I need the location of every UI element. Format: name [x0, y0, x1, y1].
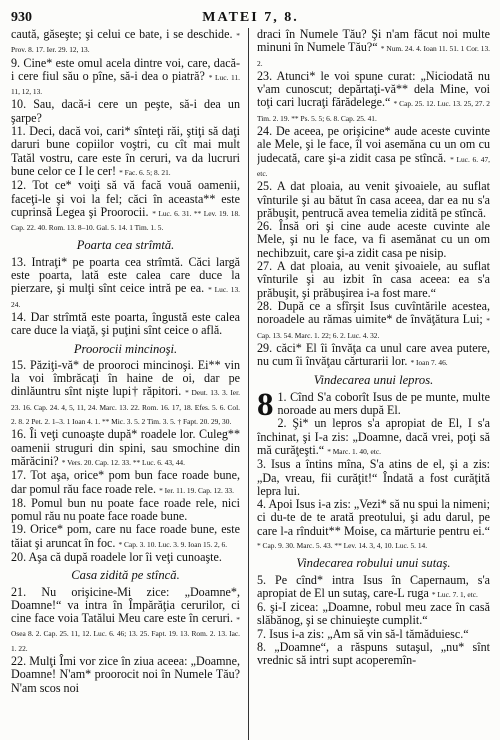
verse-text: 7. Isus i-a zis: „Am să vin să-l tămăduiesc.“	[257, 626, 469, 641]
verse	[257, 28, 490, 70]
verse-text: 26. Însă ori şi cine aude aceste cuvinte ale Mele, şi nu le face, va fi asemănat cu un om nechibzuit, care şi-a zidit casa pe nisip.	[257, 219, 490, 260]
verse-text: 23. Atunci* le voi spune curat: „Niciodată nu v'am cunoscut; depărtaţi-vă** dela Mine, voi toţi cari lucraţi fărădelege.“	[257, 68, 490, 110]
verse-text: 3. Isus a întins mîna, S'a atins de el, şi a zis: „Da, vreau, fii curăţit!“ Îndată a fost curăţită lepra lui.	[257, 457, 490, 498]
verse	[257, 458, 490, 498]
cross-reference: * Luc. 6. 31. ** Lev. 19. 18. Cap. 22. 40. Rom. 13. 8–10. Gal. 5. 14. 1 Tim. 1. 5.	[11, 208, 240, 233]
verse-text: 1. Cînd S'a coborît Isus de pe munte, multe noroade au mers după El.	[277, 389, 490, 418]
text-columns	[11, 28, 490, 740]
verse-text: 18. Pomul bun nu poate face roade rele, nici pomul rău nu poate face roade bune.	[11, 495, 240, 524]
cross-reference: * Luc. 7. 1, etc.	[431, 589, 478, 599]
section-heading: Proorocii mincinoşi.	[73, 341, 178, 356]
cross-reference: * Cap. 3. 10. Luc. 3. 9. Ioan 15. 2, 6.	[118, 539, 228, 549]
verse-text: 8. „Doamne“, a răspuns sutaşul, „nu* sînt vrednic să intri supt acoperemîn-	[257, 640, 490, 668]
cross-reference: * Vers. 20. Cap. 12. 33. ** Luc. 6. 43, 44.	[61, 457, 185, 467]
verse-text: 19. Orice* pom, care nu face roade bune, este tăiat şi aruncat în foc.	[11, 522, 240, 550]
cross-reference: * Ier. 11. 19. Cap. 12. 33.	[159, 485, 234, 495]
right-column	[257, 28, 490, 740]
left-column	[11, 28, 240, 740]
verse	[11, 98, 240, 125]
cross-reference: * Luc. 6. 47, etc.	[257, 154, 490, 178]
verse	[11, 57, 240, 99]
cross-reference: * Luc. 13. 24.	[11, 285, 240, 309]
column-divider	[248, 28, 249, 740]
verse-text: 13. Intraţi* pe poarta cea strîmtă. Căci largă este poarta, lată este calea care duce la pierzare, şi mulţi sînt ceice intră pe ea.	[11, 254, 240, 296]
verse-text: caută, găseşte; şi celui ce bate, i se deschide.	[11, 28, 233, 41]
verse	[11, 523, 240, 551]
cross-reference: * Fac. 6. 5; 8. 21.	[119, 167, 171, 177]
verse	[11, 655, 240, 695]
verse	[11, 586, 240, 655]
section-heading: Vindecarea robului unui sutaş.	[296, 556, 451, 571]
cross-reference: * Marc. 1. 40, etc.	[327, 446, 381, 456]
verse-text: 29. căci* El îi învăţa ca unul care avea putere, nu cum îi învăţau cărturarii lor.	[257, 340, 490, 369]
verse	[11, 179, 240, 234]
verse	[11, 469, 240, 497]
verse-text: 12. Tot ce* voiţi să vă facă vouă oamenii, faceţi-le şi voi la fel; căci în aceasta** este cuprinsă Legea şi Proorocii.	[11, 178, 240, 219]
section-heading: Vindecarea unui lepros.	[313, 373, 434, 388]
verse	[257, 300, 490, 342]
verse-text: 20. Aşa că după roadele lor îi veţi cunoaşte.	[11, 549, 222, 564]
cross-reference: * Cap. 25. 12. Luc. 13. 25, 27. 2 Tim. 2. 19. ** Ps. 5. 5; 6. 8. Cap. 25. 41.	[257, 99, 490, 123]
verse-text: 11. Deci, dacă voi, cari* sînteţi răi, ştiţi să daţi daruri bune copiilor voştri, cu cît mai mult Tatăl vostru, care este în ceruri, va da lucruri bune celor ce I le cer!	[11, 124, 240, 178]
verse-text: 16. Îi veţi cunoaşte după* roadele lor. Culeg** oamenii struguri din spini, sau smochine din mărăcini?	[11, 427, 240, 468]
verse	[257, 220, 490, 260]
verse-text: 15. Păziţi-vă* de prooroci mincinoşi. Ei** vin la voi îmbrăcaţi în haine de oi, dar pe dinlăuntru sînt nişte lupi† răpitori.	[11, 357, 240, 399]
section-heading: Poarta cea strîmtă.	[76, 238, 175, 253]
cross-reference: * Num. 24. 4. Ioan 11. 51. 1 Cor. 13. 2.	[257, 44, 490, 68]
cross-reference: * Deut. 13. 3. Ier. 23. 16. Cap. 24. 4, 5, 11, 24. Marc. 13. 22. Rom. 16. 17, 18. Efes. 5. 6. Col. 2. 8. 2 Pet. 2. 1–3. 1 Ioan 4. 1. ** Mic. 3. 5. 2 Tim. 3. 5. † Fapt. 20. 29, 30.	[11, 388, 240, 427]
verse	[257, 125, 490, 180]
verse-text: 28. După ce a sfîrşit Isus cuvîntările acestea, noroadele au rămas uimite* de învăţătura Lui;	[257, 298, 490, 327]
verse-text: 2. Şi* un lepros s'a apropiat de El, I s'a închinat, şi I-a zis: „Doamne, dacă vrei, poţi să mă curăţeşti.“	[257, 416, 490, 457]
verse	[257, 417, 490, 458]
running-title: MATEI 7, 8.	[202, 10, 299, 25]
verse-text: 5. Pe cînd* intra Isus în Capernaum, s'a apropiat de El un sutaş, care-L ruga	[257, 572, 490, 600]
verse	[11, 28, 240, 57]
verse-text: 9. Cine* este omul acela dintre voi, care, dacă-i cere fiul său o pîne, să-i dea o piatră?	[11, 55, 240, 83]
section-heading: Casa zidită pe stîncă.	[71, 568, 180, 583]
chapter-number: 8	[257, 386, 274, 423]
verse-text: draci în Numele Tău? Şi n'am făcut noi multe minuni în Numele Tău?“	[257, 28, 490, 55]
verse	[11, 256, 240, 311]
verse-text: 4. Apoi Isus i-a zis: „Vezi* să nu spui la nimeni; ci du-te de te arată preotului, şi adu darul, pe care l-a rînduit** Moise, ca mărturie pentru ei.“	[257, 497, 490, 538]
verse	[257, 180, 490, 220]
page-number: 930	[11, 10, 32, 25]
verse-text: 6. şi-I zicea: „Doamne, robul meu zace în casă slăbănog, şi se chinuieşte cumplit.“	[257, 600, 490, 628]
verse	[257, 641, 490, 668]
verse-text: 22. Mulţi Îmi vor zice în ziua aceea: „Doamne, Doamne! N'am* proorocit noi în Numele Tău? N'am scos noi	[11, 654, 240, 695]
page-header	[11, 10, 490, 30]
verse-text: 17. Tot aşa, orice* pom bun face roade bune, dar pomul rău face roade rele.	[11, 468, 240, 496]
cross-reference: * Cap. 9. 30. Marc. 5. 43. ** Lev. 14. 3, 4, 10. Luc. 5. 14.	[257, 540, 428, 550]
verse	[257, 342, 490, 370]
verse	[11, 428, 240, 469]
verse	[257, 70, 490, 125]
cross-reference: * Osea 8. 2. Cap. 25. 11, 12. Luc. 6. 46; 13. 25. Fapt. 19. 13. Rom. 2. 13. Iac. 1. 22.	[11, 615, 240, 653]
verse	[257, 574, 490, 602]
verse-text: 24. De aceea, pe orişicine* aude aceste cuvinte ale Mele, şi le face, îl voi asemăna cu un om cu judecată, care şi-a zidit casa pe stîncă.	[257, 124, 490, 165]
cross-reference: * Luc. 11. 11, 12, 13.	[11, 72, 240, 97]
cross-reference: * Cap. 13. 54. Marc. 1. 22; 6. 2. Luc. 4. 32.	[257, 316, 490, 340]
verse	[11, 551, 240, 564]
verse-text: 21. Nu orişicine-Mi zice: „Doamne*, Doamne!“ va intra în Împărăţia cerurilor, ci cine face voia Tatălui Meu care este în ceruri.	[11, 584, 240, 626]
verse	[11, 311, 240, 338]
chapter-start-verse	[257, 386, 490, 423]
cross-reference: * Ioan 7. 46.	[410, 358, 448, 368]
verse-text: 25. A dat ploaia, au venit şivoaiele, au suflat vînturile şi au bătut în casa aceea, dar ea nu s'a prăbuşit, pentrucă avea temelia zidită pe stîncă.	[257, 179, 490, 220]
verse-text: 14. Dar strîmtă este poarta, îngustă este calea care duce la viaţă, şi puţini sînt ceice o află.	[11, 309, 240, 338]
verse	[11, 359, 240, 428]
verse	[11, 497, 240, 524]
verse	[257, 498, 490, 552]
verse	[257, 260, 490, 300]
verse	[257, 628, 490, 641]
verse	[257, 601, 490, 628]
cross-reference: * Prov. 8. 17. Ier. 29. 12, 13.	[11, 31, 240, 55]
verse	[11, 125, 240, 179]
verse-text: 27. A dat ploaia, au venit şivoaiele, au suflat vînturile şi au izbit în casa aceea: ea s'a prăbuşit, şi prăbuşirea i-a fost mare.“	[257, 259, 490, 300]
verse-text: 10. Sau, dacă-i cere un peşte, să-i dea un şarpe?	[11, 97, 240, 125]
